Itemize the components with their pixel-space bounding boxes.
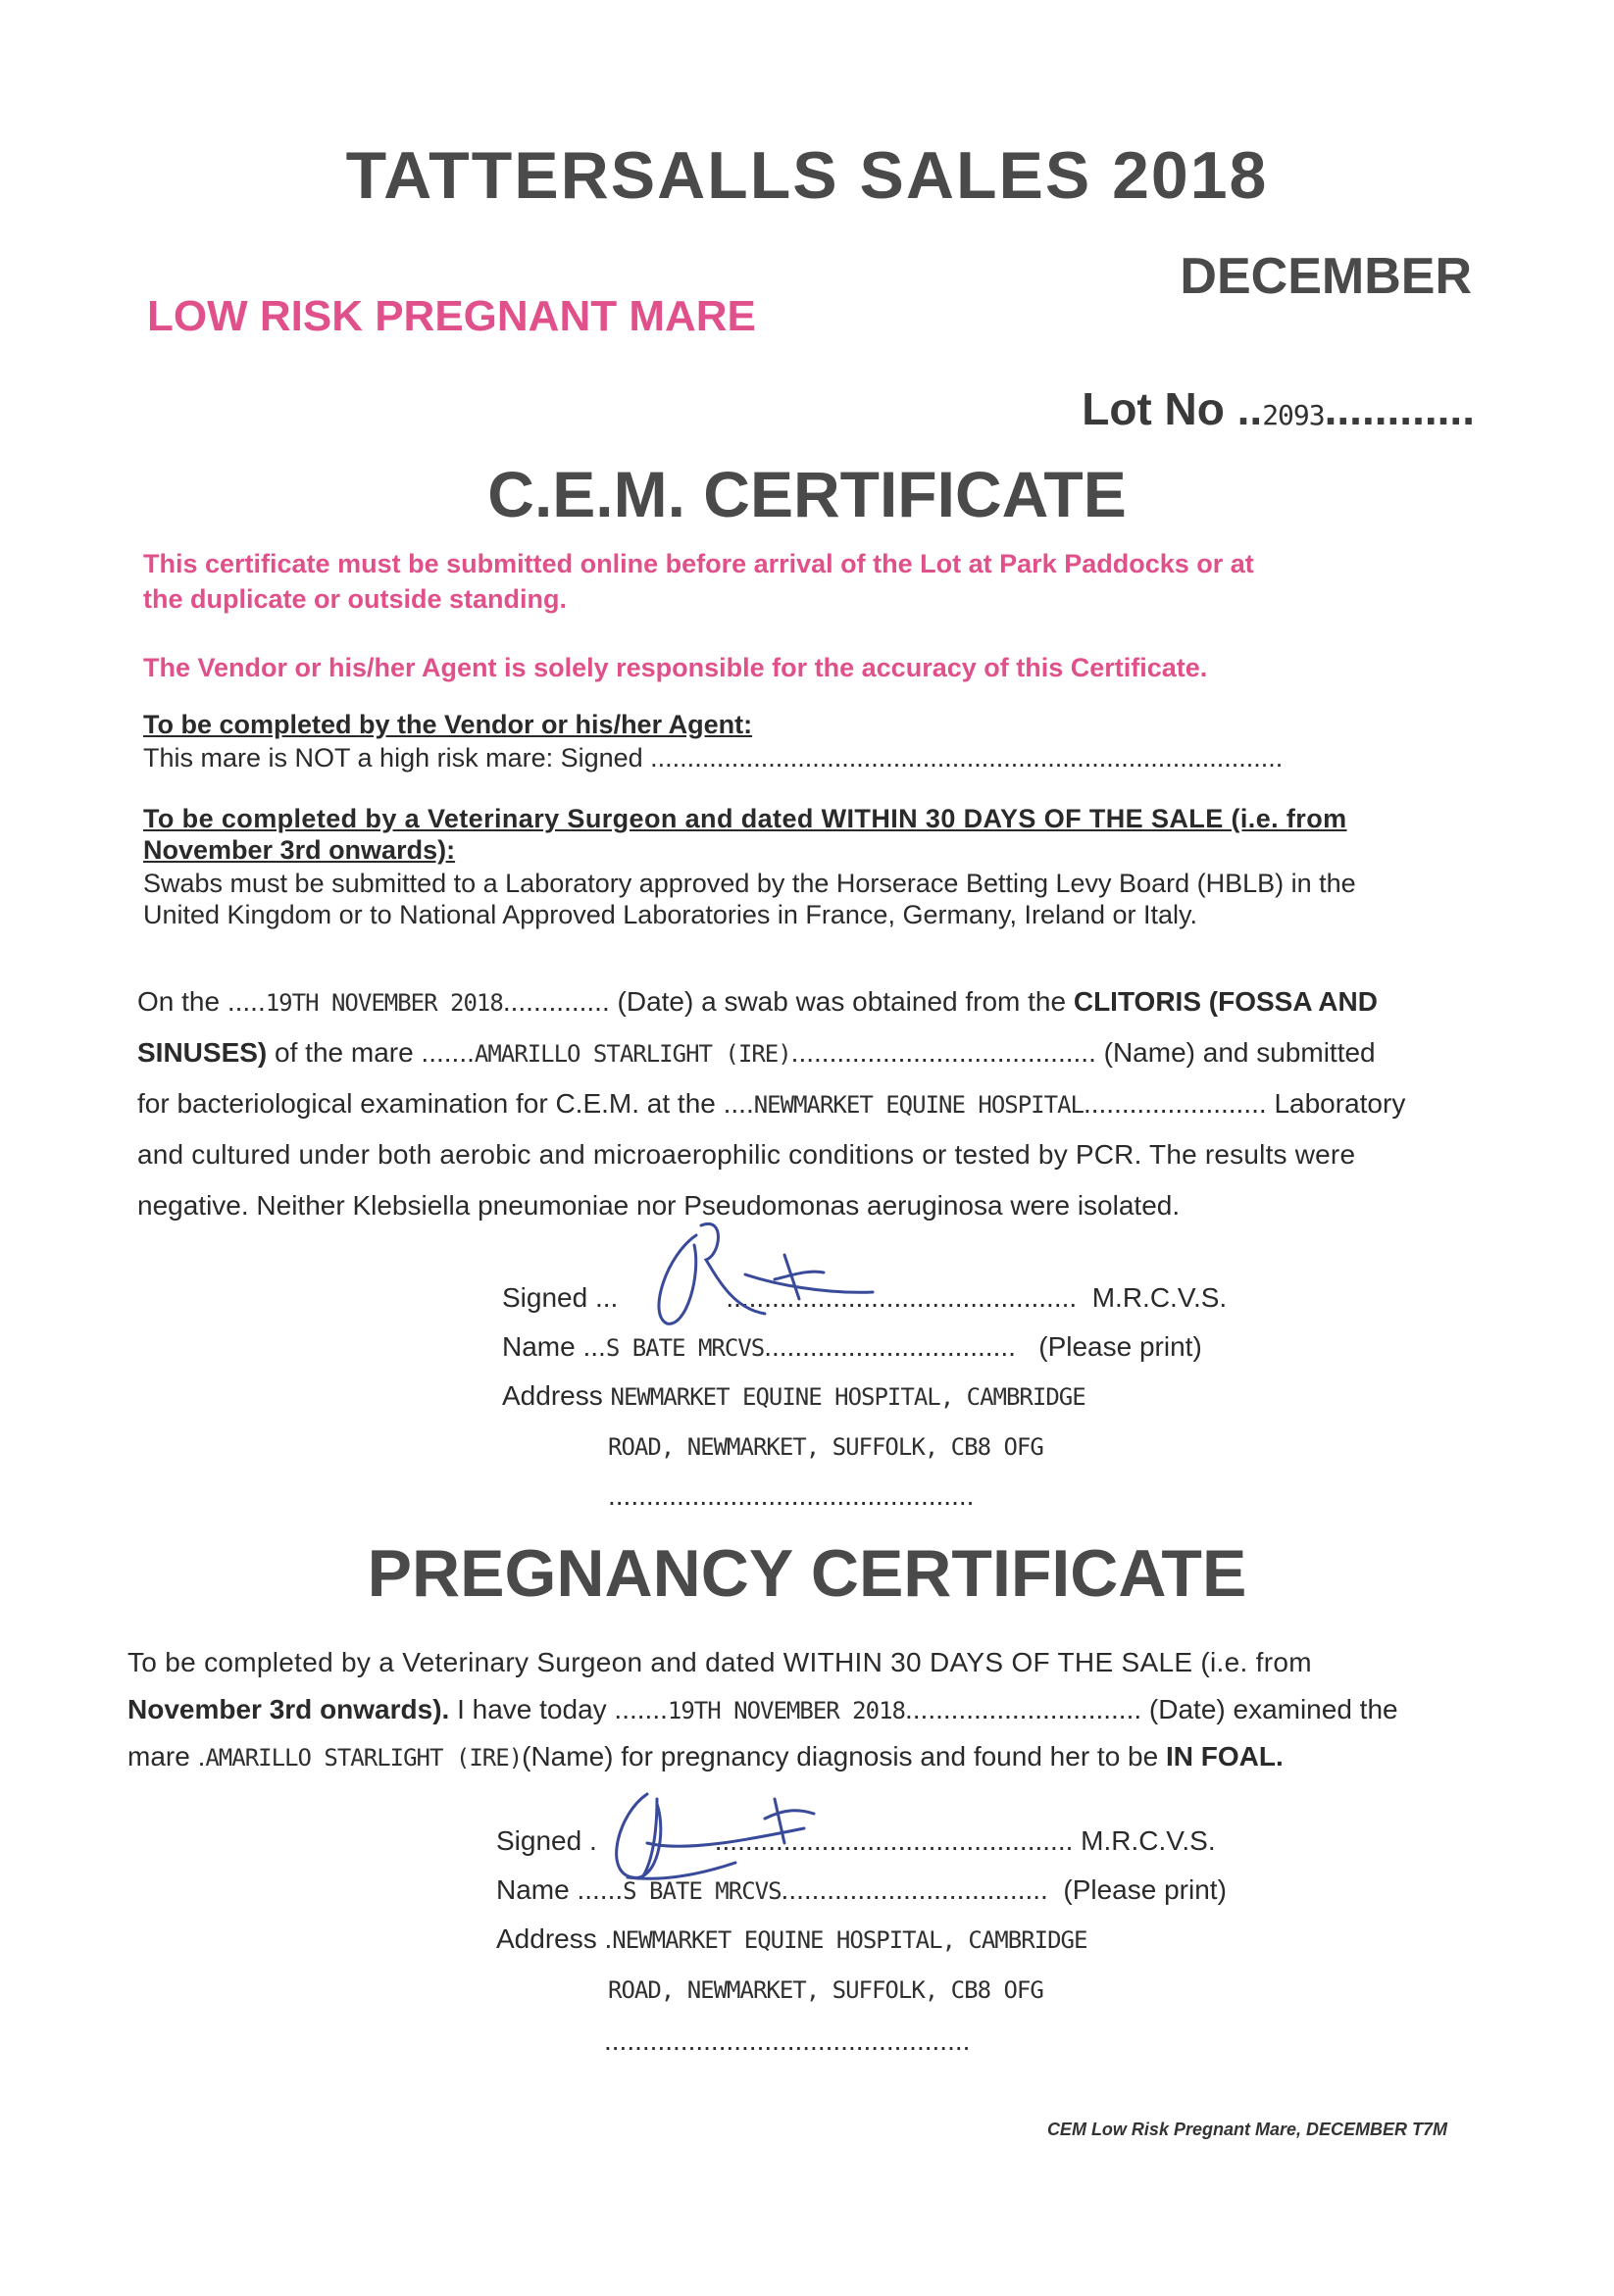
pregnancy-mare-name-value: AMARILLO STARLIGHT (IRE) — [205, 1744, 523, 1772]
pregnancy-date-line: November 3rd onwards). I have today .......19TH NOVEMBER 2018............................... (Date) examined the — [127, 1694, 1398, 1724]
pregnancy-date-value: 19TH NOVEMBER 2018 — [667, 1697, 905, 1724]
form-reference-code: CEM Low Risk Pregnant Mare, DECEMBER T7M — [1046, 2120, 1447, 2139]
cem-vet-name-value: S BATE MRCVS — [605, 1334, 765, 1362]
vendor-section-heading: To be completed by the Vendor or his/her Agent: — [143, 710, 753, 739]
pregnancy-name-line: Name ......S BATE MRCVS................................... (Please print) — [496, 1874, 1227, 1905]
vendor-declaration-line: This mare is NOT a high risk mare: Signed ...................................................................................... — [143, 743, 1284, 773]
culture-conditions-line: and cultured under both aerobic and microaerophilic conditions or tested by PCR. The results were — [137, 1139, 1356, 1170]
pregnancy-mare-line: mare .AMARILLO STARLIGHT (IRE)(Name) for pregnancy diagnosis and found her to be IN FOAL. — [127, 1741, 1284, 1772]
cem-signed-line: Signed ... .............................................. M.R.C.V.S. — [502, 1282, 1228, 1313]
swab-requirement-line2: United Kingdom or to National Approved Laboratories in France, Germany, Ireland or Italy. — [143, 900, 1198, 929]
vendor-responsibility-notice: The Vendor or his/her Agent is solely responsible for the accuracy of this Certificate. — [143, 653, 1208, 682]
pregnancy-address-line3: ................................................ — [604, 2025, 971, 2056]
cem-address-value-1: NEWMARKET EQUINE HOSPITAL, CAMBRIDGE — [610, 1383, 1085, 1411]
pregnancy-vet-name-value: S BATE MRCVS — [623, 1877, 782, 1905]
cem-address-line3: ................................................ — [608, 1480, 975, 1511]
lot-trail: ............ — [1324, 383, 1475, 434]
pregnancy-address-value-1: NEWMARKET EQUINE HOSPITAL, CAMBRIDGE — [612, 1926, 1087, 1954]
lot-label: Lot No .. — [1082, 383, 1263, 434]
vet-section-heading-line2: November 3rd onwards): — [143, 835, 456, 865]
cem-certificate-title: C.E.M. CERTIFICATE — [487, 458, 1127, 530]
mare-category: LOW RISK PREGNANT MARE — [147, 292, 756, 340]
lot-value: 2093 — [1262, 399, 1325, 431]
vet-section-heading-line1: To be completed by a Veterinary Surgeon and dated WITHIN 30 DAYS OF THE SALE (i.e. from — [143, 804, 1347, 833]
cem-address-line1: Address NEWMARKET EQUINE HOSPITAL, CAMBRIDGE — [502, 1380, 1085, 1411]
mare-name-line: SINUSES) of the mare .......AMARILLO STARLIGHT (IRE)........................................ (Name) and submitted — [137, 1037, 1376, 1068]
pregnancy-intro-line1: To be completed by a Veterinary Surgeon and dated WITHIN 30 DAYS OF THE SALE (i.e. from — [127, 1647, 1312, 1677]
swab-requirement-line1: Swabs must be submitted to a Laboratory approved by the Horserace Betting Levy Board (HBLB) in the — [143, 869, 1356, 898]
lot-number — [1082, 382, 1475, 435]
swab-date-line: On the .....19TH NOVEMBER 2018.............. (Date) a swab was obtained from the CLITORIS (FOSSA AND — [137, 986, 1378, 1017]
pregnancy-signed-line: Signed . ............................................... M.R.C.V.S. — [496, 1825, 1216, 1856]
cem-vet-signature — [628, 1216, 883, 1333]
swab-date-value: 19TH NOVEMBER 2018 — [265, 989, 503, 1017]
negative-results-line: negative. Neither Klebsiella pneumoniae nor Pseudomonas aeruginosa were isolated. — [137, 1190, 1181, 1221]
cem-mare-name-value: AMARILLO STARLIGHT (IRE) — [474, 1040, 791, 1068]
online-submission-notice-line2: the duplicate or outside standing. — [143, 584, 568, 614]
pregnancy-address-line2: ROAD, NEWMARKET, SUFFOLK, CB8 OFG — [608, 1976, 1043, 2004]
pregnancy-certificate-title: PREGNANCY CERTIFICATE — [367, 1536, 1247, 1611]
laboratory-line: for bacteriological examination for C.E.M. at the ....NEWMARKET EQUINE HOSPITAL........................ Laboratory — [137, 1088, 1406, 1119]
cem-address-line2: ROAD, NEWMARKET, SUFFOLK, CB8 OFG — [608, 1433, 1043, 1461]
online-submission-notice-line1: This certificate must be submitted online before arrival of the Lot at Park Paddocks or at — [143, 549, 1254, 578]
pregnancy-address-line1: Address .NEWMARKET EQUINE HOSPITAL, CAMBRIDGE — [496, 1923, 1087, 1954]
cem-name-line: Name ...S BATE MRCVS................................. (Please print) — [502, 1331, 1202, 1362]
sale-month: DECEMBER — [1180, 248, 1472, 305]
laboratory-name-value: NEWMARKET EQUINE HOSPITAL — [753, 1091, 1084, 1119]
document-title: TATTERSALLS SALES 2018 — [345, 138, 1269, 213]
